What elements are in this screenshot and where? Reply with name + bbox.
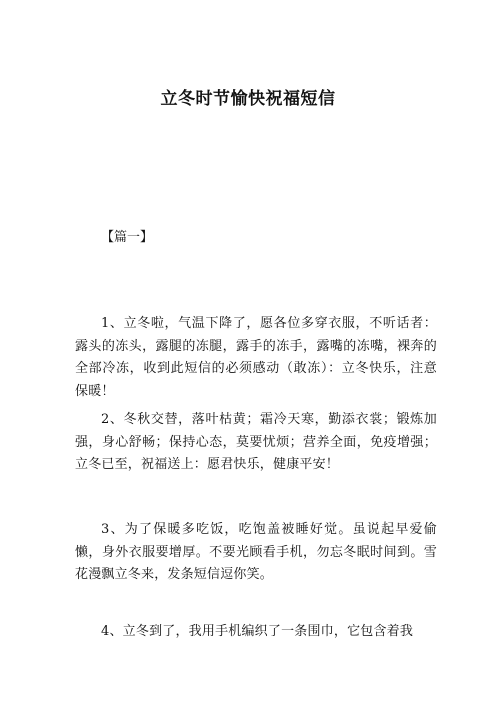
paragraph-4: 4、立冬到了，我用手机编织了一条围巾，它包含着我 [101,624,414,639]
paragraph-2: 2、冬秋交替，落叶枯黄；霜冷天寒，勤添衣裳；锻炼加强，身心舒畅；保持心态，莫要忧烦；营养全面，免疫增强；立冬已至，祝福送上：愿君快乐，健康平安！ [75,412,437,472]
section-label: 【篇一】 [101,230,154,245]
paragraph-1: 1、立冬啦，气温下降了，愿各位多穿衣服，不听话者：露头的冻头，露腿的冻腿，露手的冻手，露嘴的冻嘴，裸奔的全部冷冻，收到此短信的必须感动（敢冻）：立冬快乐，注意保暖！ [75,316,437,399]
paragraph-3: 3、为了保暖多吃饭，吃饱盖被睡好觉。虽说起早爱偷懒，身外衣服要增厚。不要光顾看手机，勿忘冬眠时间到。雪花漫飘立冬来，发条短信逗你笑。 [75,522,437,582]
document-title: 立冬时节愉快祝福短信 [160,89,336,109]
